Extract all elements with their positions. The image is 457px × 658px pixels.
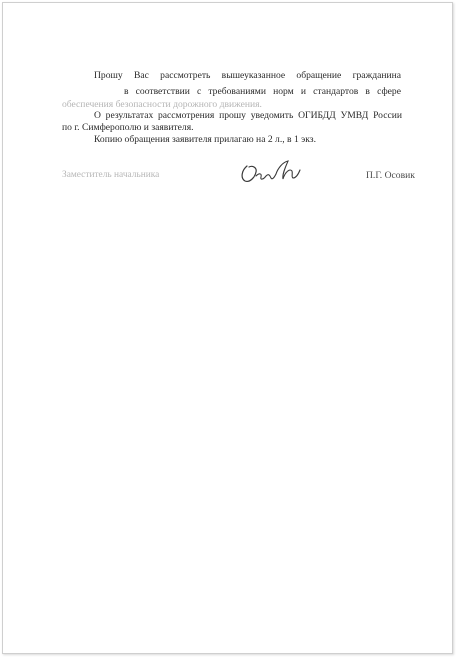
signatory-position: Заместитель начальника	[62, 170, 160, 180]
paragraph-2-line-2: по г. Симферополю и заявителя.	[62, 122, 194, 133]
signatory-name: П.Г. Осовик	[366, 170, 415, 181]
paragraph-3-line-1: Копию обращения заявителя прилагаю на 2 л., в 1 экз.	[94, 134, 316, 145]
paragraph-1-line-1: Прошу Вас рассмотреть вышеуказанное обращение гражданина	[94, 70, 401, 81]
paragraph-1-line-3: обеспечения безопасности дорожного движения.	[62, 99, 262, 110]
handwritten-signature	[236, 156, 304, 186]
paragraph-1-line-2: в соответствии с требованиями норм и стандартов в сфере	[124, 86, 401, 97]
paragraph-2-line-1: О результатах рассмотрения прошу уведомить ОГИБДД УМВД России	[94, 110, 402, 121]
